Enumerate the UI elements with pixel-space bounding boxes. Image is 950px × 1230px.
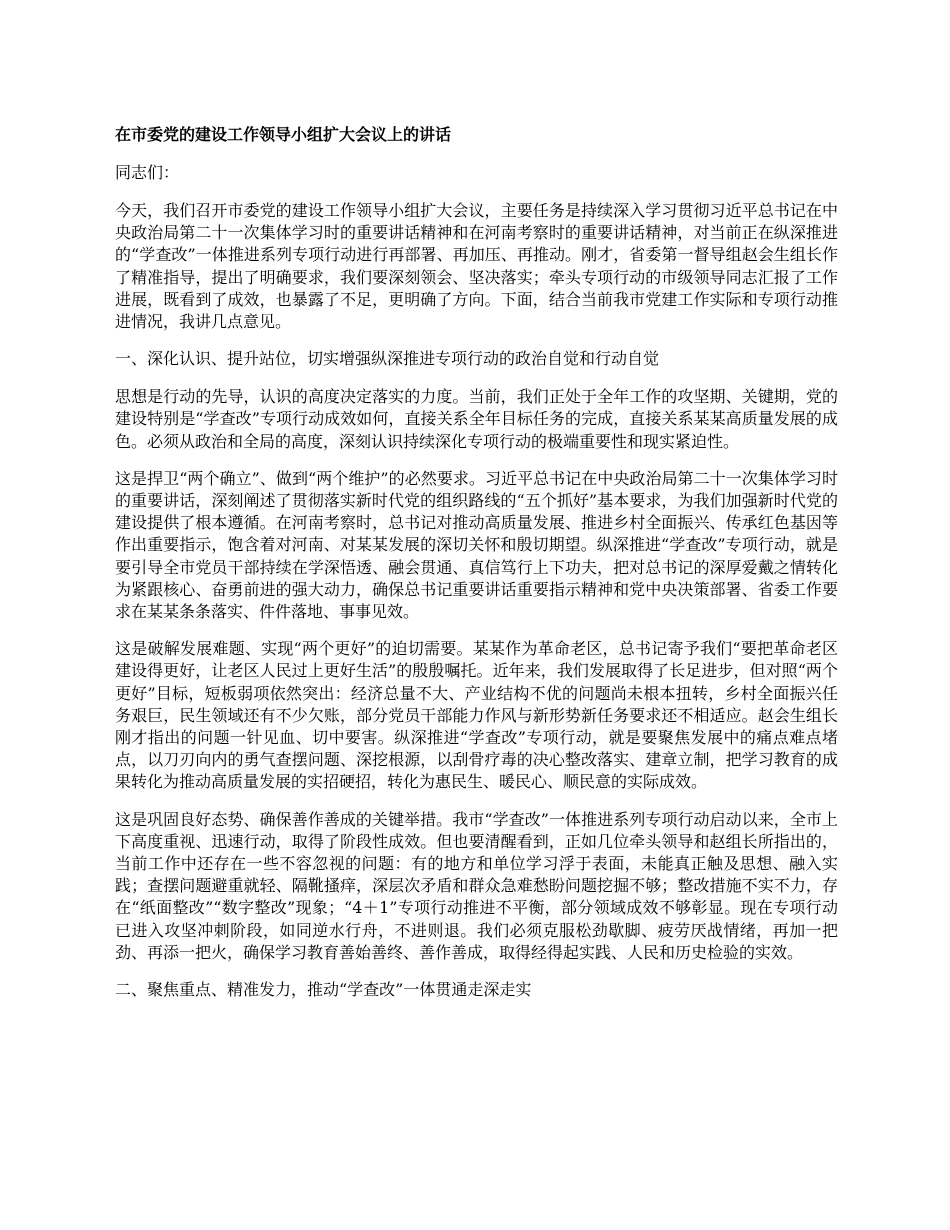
- section-heading-2: 二、聚焦重点、精准发力，推动“学查改”一体贯通走深走实: [115, 980, 532, 1000]
- document-title: 在市委党的建设工作领导小组扩大会议上的讲话: [115, 125, 452, 144]
- paragraph-thought-guide: 思想是行动的先导，认识的高度决定落实的力度。当前，我们正处于全年工作的攻坚期、关键期，党的建设特别是“学查改”专项行动成效如何，直接关系全年目标任务的完成，直接关系某某高质量发展的成色。必须从政治和全局的高度，深刻认识持续深化专项行动的极端重要性和现实紧迫性。: [115, 387, 838, 451]
- document-page: [115, 124, 838, 1017]
- paragraph-consolidate-momentum: 这是巩固良好态势、确保善作善成的关键举措。我市“学查改”一体推进系列专项行动启动以来，全市上下高度重视、迅速行动，取得了阶段性成效。但也要清醒看到，正如几位牵头领导和赵组长所指出的，当前工作中还存在一些不容忽视的问题：有的地方和单位学习浮于表面，未能真正触及思想、融入实践；查摆问题避重就轻、隔靴搔痒，深层次矛盾和群众急难愁盼问题挖掘不够；整改措施不实不力，存在“纸面整改”“数字整改”现象；“4＋1”专项行动推进不平衡，部分领域成效不够彰显。现在专项行动已进入攻坚冲刺阶段，如同逆水行舟，不进则退。我们必须克服松劲歇脚、疲劳厌战情绪，再加一把劲、再添一把火，确保学习教育善始善终、善作善成，取得经得起实践、人民和历史检验的实效。: [115, 809, 838, 962]
- section-heading-1: 一、深化认识、提升站位，切实增强纵深推进专项行动的政治自觉和行动自觉: [115, 349, 660, 369]
- greeting: 同志们：: [115, 163, 180, 182]
- paragraph-intro: 今天，我们召开市委党的建设工作领导小组扩大会议，主要任务是持续深入学习贯彻习近平总书记在中央政治局第二十一次集体学习时的重要讲话精神和在河南考察时的重要讲话精神，对当前正在纵深推进的“学查改”一体推进系列专项行动进行再部署、再加压、再推动。刚才，省委第一督导组赵会生组长作了精准指导，提出了明确要求，我们要深刻领会、坚决落实；牵头专项行动的市级领导同志汇报了工作进展，既看到了成效，也暴露了不足，更明确了方向。下面，结合当前我市党建工作实际和专项行动推进情况，我讲几点意见。: [115, 201, 838, 332]
- paragraph-development-challenges: 这是破解发展难题、实现“两个更好”的迫切需要。某某作为革命老区，总书记寄予我们“要把革命老区建设得更好，让老区人民过上更好生活”的殷殷嘱托。近年来，我们发展取得了长足进步，但对照“两个更好”目标，短板弱项依然突出：经济总量不大、产业结构不优的问题尚未根本扭转，乡村全面振兴任务艰巨，民生领域还有不少欠账，部分党员干部能力作风与新形势新任务要求还不相适应。赵会生组长刚才指出的问题一针见血、切中要害。纵深推进“学查改”专项行动，就是要聚焦发展中的痛点难点堵点，以刀刃向内的勇气查摆问题、深挖根源，以刮骨疗毒的决心整改落实、建章立制，把学习教育的成果转化为推动高质量发展的实招硬招，转化为惠民生、暖民心、顺民意的实际成效。: [115, 639, 838, 792]
- paragraph-two-establishments: 这是捍卫“两个确立”、做到“两个维护”的必然要求。习近平总书记在中央政治局第二十一次集体学习时的重要讲话，深刻阐述了贯彻落实新时代党的组织路线的“五个抓好”基本要求，为我们加强新时代党的建设提供了根本遵循。在河南考察时，总书记对推动高质量发展、推进乡村全面振兴、传承红色基因等作出重要指示，饱含着对河南、对某某发展的深切关怀和殷切期望。纵深推进“学查改”专项行动，就是要引导全市党员干部持续在学深悟透、融会贯通、真信笃行上下功夫，把对总书记的深厚爱戴之情转化为紧跟核心、奋勇前进的强大动力，确保总书记重要讲话重要指示精神和党中央决策部署、省委工作要求在某某条条落实、件件落地、事事见效。: [115, 468, 838, 622]
